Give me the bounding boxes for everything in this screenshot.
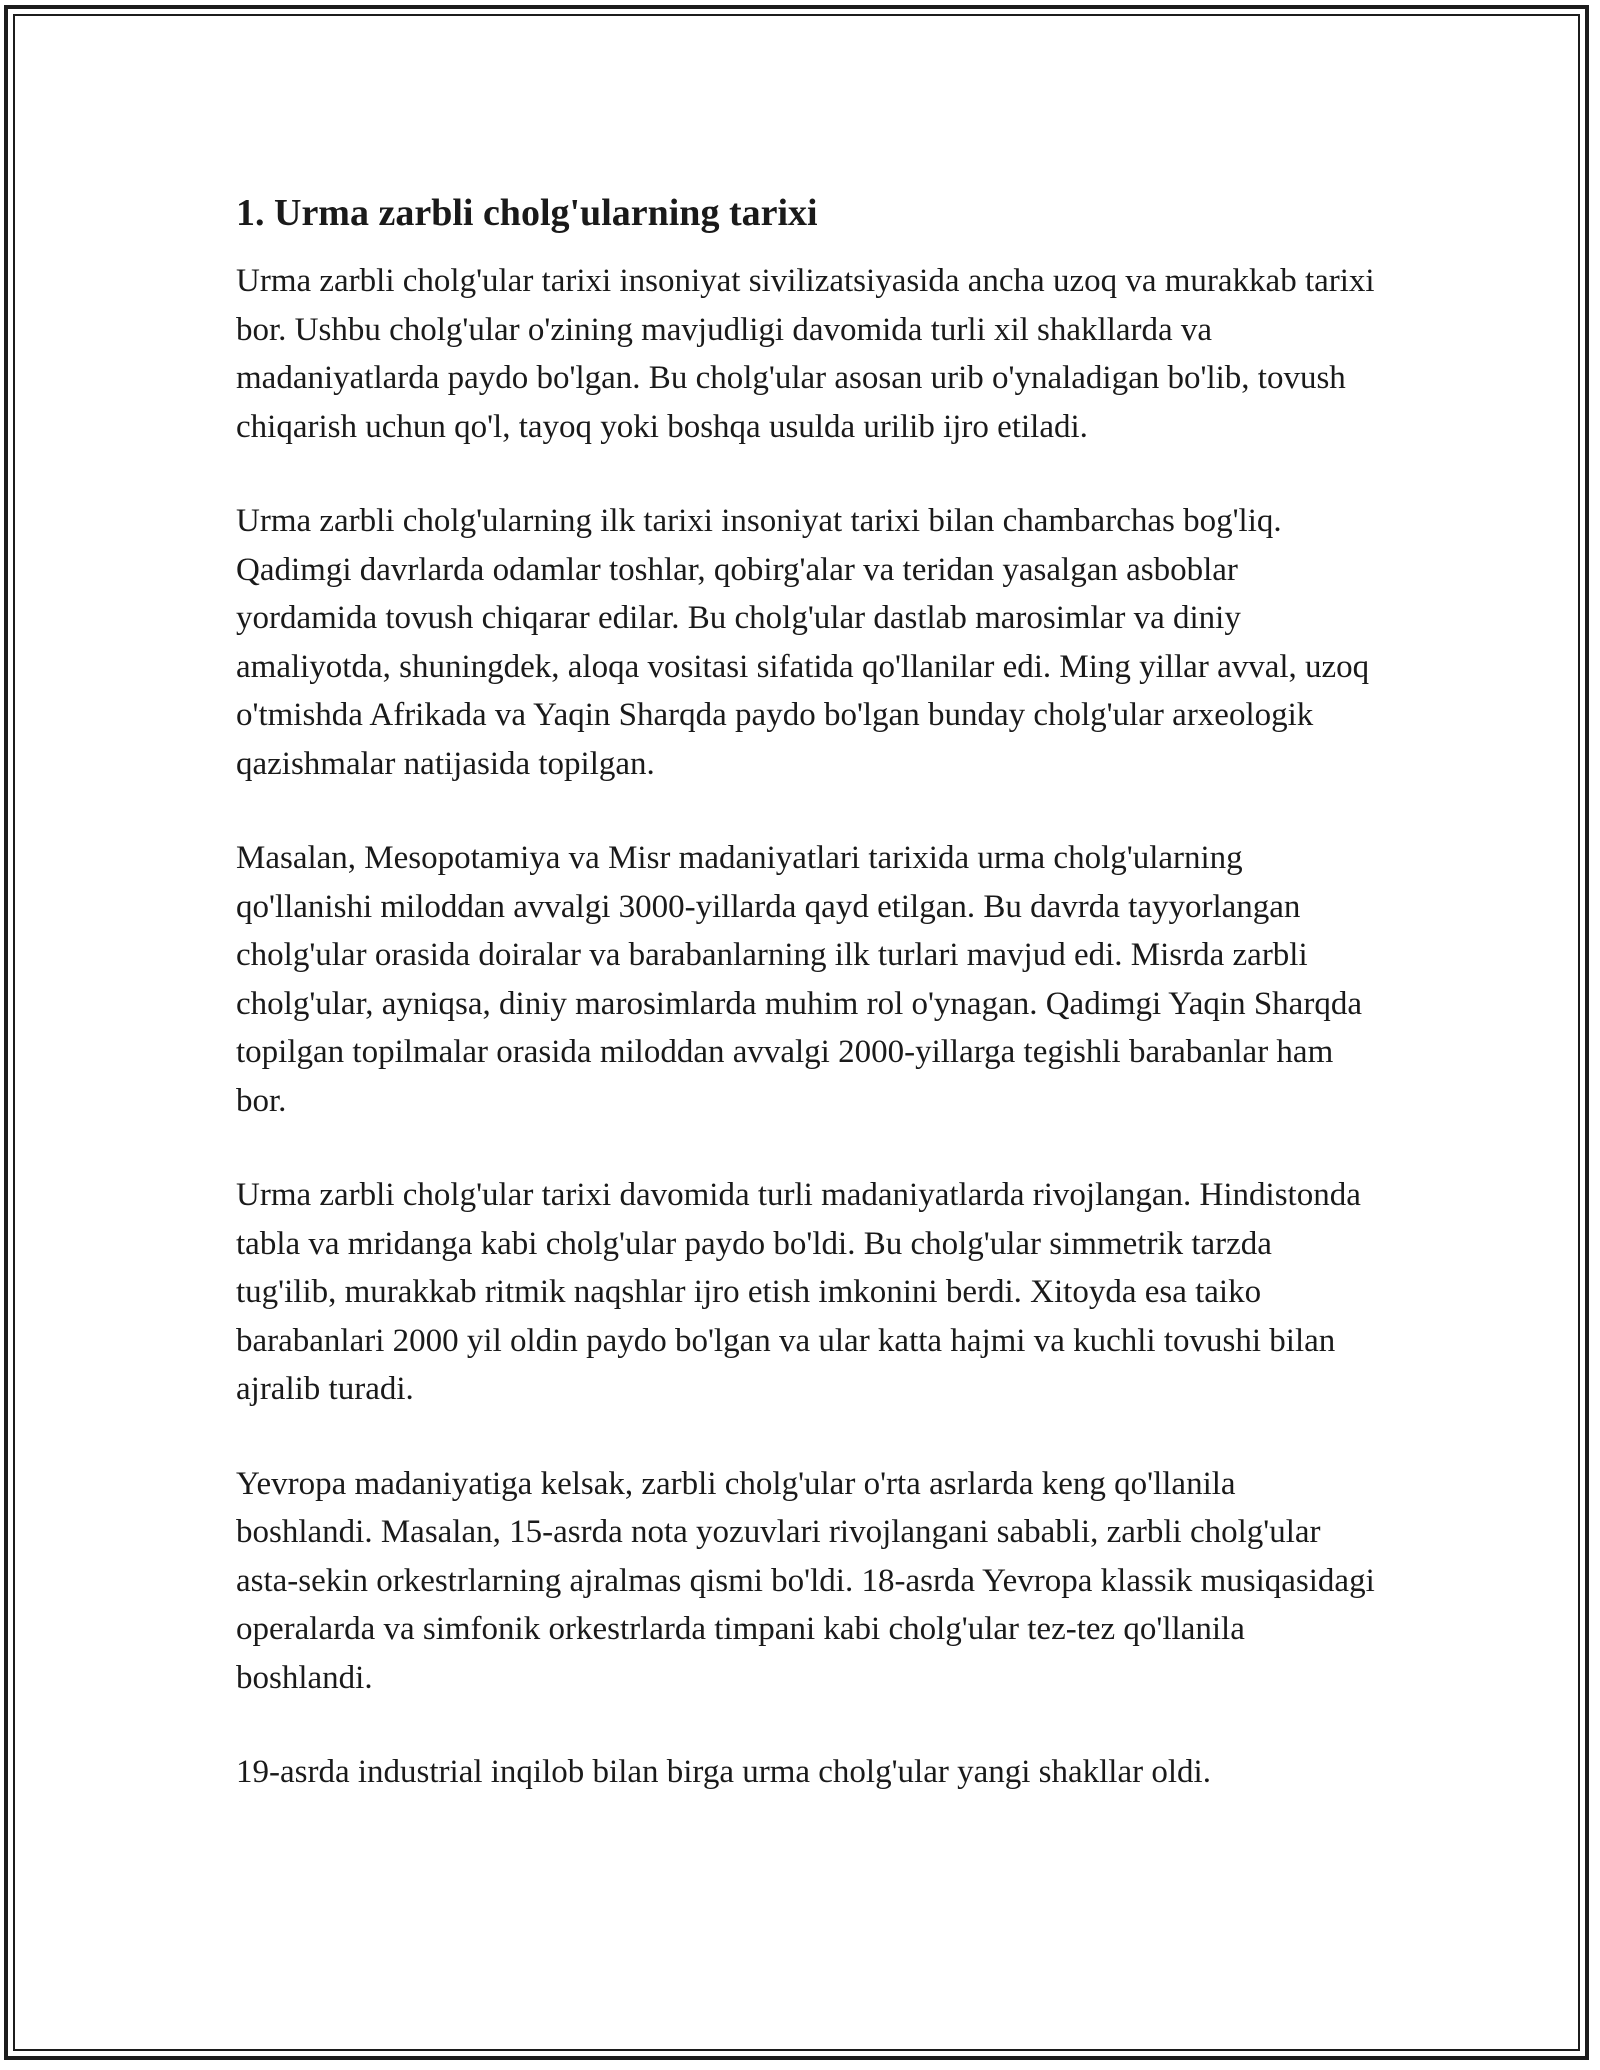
document-body xyxy=(236,185,1376,1843)
paragraph: Urma zarbli cholg'ular tarixi davomida turli madaniyatlarda rivojlangan. Hindistonda tabla va mridanga kabi cholg'ular paydo bo'ldi. Bu cholg'ular simmetrik tarzda tug'ilib, murakkab ritmik naqshlar ijro etish imkonini berdi. Xitoyda esa taiko barabanlari 2000 yil oldin paydo bo'lgan va ular katta hajmi va kuchli tovushi bilan ajralib turadi. xyxy=(236,1177,1361,1407)
paragraph: 19-asrda industrial inqilob bilan birga urma cholg'ular yangi shakllar oldi. xyxy=(236,1754,1211,1790)
paragraph: Masalan, Mesopotamiya va Misr madaniyatlari tarixida urma cholg'ularning qo'llanishi miloddan avvalgi 3000-yillarda qayd etilgan. Bu davrda tayyorlangan cholg'ular orasida doiralar va barabanlarning ilk turlari mavjud edi. Misrda zarbli cholg'ular, ayniqsa, diniy marosimlarda muhim rol o'ynagan. Qadimgi Yaqin Sharqda topilgan topilmalar orasida miloddan avvalgi 2000-yillarga tegishli barabanlar ham bor. xyxy=(236,840,1362,1119)
section-title: 1. Urma zarbli cholg'ularning tarixi xyxy=(236,192,818,234)
paragraph: Urma zarbli cholg'ularning ilk tarixi insoniyat tarixi bilan chambarchas bog'liq. Qadimgi davrlarda odamlar toshlar, qobirg'alar va teridan yasalgan asboblar yordamida tovush chiqarar edilar. Bu cholg'ular dastlab marosimlar va diniy amaliyotda, shuningdek, aloqa vositasi sifatida qo'llanilar edi. Ming yillar avval, uzoq o'tmishda Afrikada va Yaqin Sharqda paydo bo'lgan bunday cholg'ular arxeologik qazishmalar natijasida topilgan. xyxy=(236,503,1370,782)
paragraph: Urma zarbli cholg'ular tarixi insoniyat sivilizatsiyasida ancha uzoq va murakkab tarixi bor. Ushbu cholg'ular o'zining mavjudligi davomida turli xil shakllarda va madaniyatlarda paydo bo'lgan. Bu cholg'ular asosan urib o'ynaladigan bo'lib, tovush chiqarish uchun qo'l, tayoq yoki boshqa usulda urilib ijro etiladi. xyxy=(236,263,1375,445)
paragraph: Yevropa madaniyatiga kelsak, zarbli cholg'ular o'rta asrlarda keng qo'llanila boshlandi. Masalan, 15-asrda nota yozuvlari rivojlangani sababli, zarbli cholg'ular asta-sekin orkestrlarning ajralmas qismi bo'ldi. 18-asrda Yevropa klassik musiqasidagi operalarda va simfonik orkestrlarda timpani kabi cholg'ular tez-tez qo'llanila boshlandi. xyxy=(236,1465,1375,1696)
